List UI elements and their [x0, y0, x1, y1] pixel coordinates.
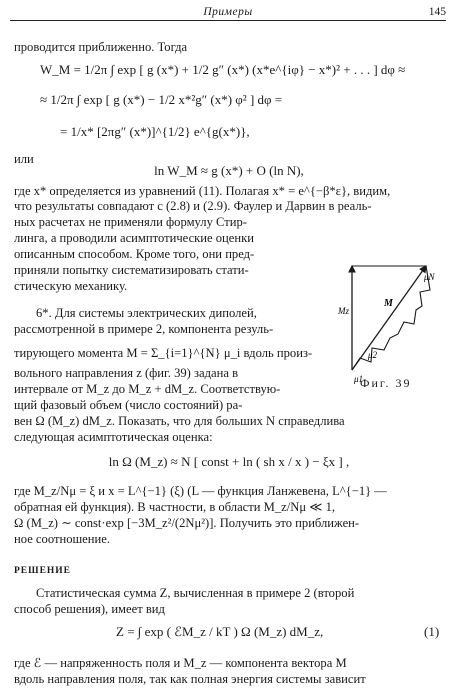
page-number: 145 — [428, 6, 446, 18]
equation-number: (1) — [424, 624, 440, 639]
equation: ln Ω (M_z) ≈ N [ const + ln ( sh x / x ) − ξx ] , — [108, 454, 350, 469]
text-line: вольного направления z (фиг. 39) задана в — [14, 366, 239, 380]
text-line: или — [14, 152, 34, 166]
equation: ln W_M ≈ g (x*) + O (ln N), — [154, 163, 304, 178]
running-header — [10, 6, 446, 21]
problem-start: 6*. Для системы электрических диполей, — [36, 306, 257, 320]
text-line: Ω (M_z) ∼ const·exp [−3M_z²/(2Nμ²)]. Получить это приближен- — [14, 516, 360, 530]
text-line: где ℰ — напряженность поля и M_z — компонента вектора M — [14, 656, 347, 670]
equation: ≈ 1/2π ∫ exp [ g (x*) − 1/2 x*²g″ (x*) φ² ] dφ = — [40, 92, 283, 107]
text-line: способ решения), имеет вид — [14, 602, 165, 616]
text-line: ных расчетах не применяли формулу Стир- — [14, 215, 247, 229]
label-mu-1: μ1 — [354, 374, 364, 384]
label-mu-n: μN — [424, 272, 435, 282]
text-line: где M_z/Nμ = ξ и x = L^{−1} (ξ) (L — функция Ланжевена, L^{−1} — — [14, 484, 387, 498]
text-line: что результаты совпадают с (2.8) и (2.9). Фаулер и Дарвин в реаль- — [14, 199, 372, 213]
label-mu-2: μ2 — [368, 350, 378, 360]
text-line: обратная ей функция). В частности, в области M_z/Nμ ≪ 1, — [14, 500, 336, 514]
text-line: рассмотренной в примере 2, компонента резуль- — [14, 322, 274, 336]
text-line: следующая асимптотическая оценка: — [14, 430, 213, 444]
equation: = 1/x* [2πg″ (x*)]^{1/2} e^{g(x*)}, — [60, 124, 250, 139]
figure-caption: Фиг. 39 — [360, 376, 412, 390]
text-line: описанным способом. Кроме того, они пред- — [14, 247, 255, 261]
section-heading: РЕШЕНИЕ — [14, 566, 72, 576]
label-m: M — [384, 298, 393, 309]
text-line: тирующего момента M = Σ_{i=1}^{N} μ_i вдоль произ- — [14, 346, 313, 360]
text-line: Статистическая сумма Z, вычисленная в примере 2 (второй — [36, 586, 355, 600]
text-line: щий фазовый объем (число состояний) ра- — [14, 398, 243, 412]
text-line: ное соотношение. — [14, 532, 110, 546]
equation: Z = ∫ exp ( ℰM_z / kT ) Ω (M_z) dM_z, — [116, 624, 324, 639]
label-mz: Mz — [338, 306, 349, 316]
text-line: где x* определяется из уравнений (11). Полагая x* = e^{−β*ε}, видим, — [14, 184, 391, 198]
text-line: вен Ω (M_z) dM_z. Показать, что для больших N справедлива — [14, 414, 345, 428]
text-line: приняли попытку систематизировать стати- — [14, 263, 249, 277]
header-title: Примеры — [203, 6, 253, 18]
text-line: проводится приближенно. Тогда — [14, 40, 188, 54]
text-line: интервале от M_z до M_z + dM_z. Соответствую- — [14, 382, 281, 396]
text-line: стическую механику. — [14, 279, 128, 293]
text-line: линга, а проводили асимптотические оценки — [14, 231, 254, 245]
text-line: вдоль направления поля, так как полная энергия системы зависит — [14, 672, 366, 686]
equation: W_M = 1/2π ∫ exp [ g (x*) + 1/2 g″ (x*) (x*e^{iφ} − x*)² + . . . ] dφ ≈ — [40, 62, 406, 77]
